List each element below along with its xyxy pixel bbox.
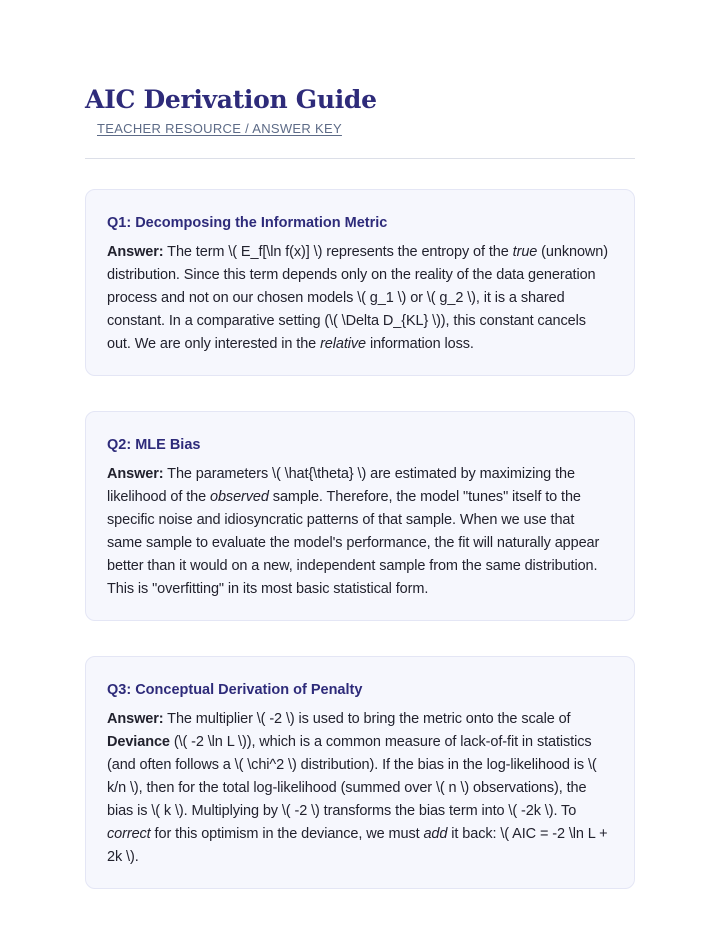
answer-text [107,241,613,356]
answer-strong-term: Deviance [107,734,170,750]
question-title: Q2: MLE Bias [107,437,201,453]
answer-emphasis: add [423,826,448,842]
question-card-q2 [85,411,635,621]
question-card-q1 [85,189,635,376]
answer-segment: for this optimism in the deviance, we must [150,826,424,842]
page-subtitle: TEACHER RESOURCE / ANSWER KEY [97,121,342,136]
answer-emphasis: true [512,244,538,260]
answer-segment: information loss. [366,336,474,352]
answer-label: Answer: [107,466,164,482]
answer-emphasis: observed [210,489,269,505]
answer-segment: (\( -2 \ln L \)), which is a common measure of lack-of-fit in statistics (and often follows a \( \chi^2 \) distribution). If the bias in the log-likelihood is \( k/n \), then for the total log-likelihood (summed over \( n \) observations), the bias is \( k \). Multiplying by \( -2 \) transforms the bias term into \( -2k \). To [107,734,597,819]
header-divider [85,158,635,159]
answer-text [107,463,613,601]
answer-segment: The parameters \( \hat{\theta} \) are estimated by maximizing the likelihood of the [107,466,575,505]
answer-segment: The multiplier \( -2 \) is used to bring the metric onto the scale of [163,711,571,727]
answer-segment: (unknown) distribution. Since this term depends only on the reality of the data generation process and not on our chosen models \( g_1 \) or \( g_2 \), it is a shared constant. In a comparative setting (\( \Delta D_{KL} \)), this constant cancels out. We are only interested in the [107,244,608,352]
answer-emphasis: relative [320,336,367,352]
answer-emphasis: correct [107,826,151,842]
answer-text [107,708,613,869]
question-title: Q1: Decomposing the Information Metric [107,215,388,231]
answer-segment: The term \( E_f[\ln f(x)] \) represents the entropy of the [163,244,513,260]
answer-label: Answer: [107,711,164,727]
page-title: AIC Derivation Guide [85,85,377,114]
answer-segment: it back: \( AIC = -2 \ln L + 2k \). [107,826,608,865]
question-card-q3 [85,656,635,889]
answer-label: Answer: [107,244,164,260]
question-title: Q3: Conceptual Derivation of Penalty [107,682,363,698]
answer-segment: sample. Therefore, the model "tunes" itself to the specific noise and idiosyncratic patterns of that sample. When we use that same sample to evaluate the model's performance, the fit will naturally appear better than it would on a new, independent sample from the same distribution. This is "overfitting" in its most basic statistical form. [107,489,600,597]
